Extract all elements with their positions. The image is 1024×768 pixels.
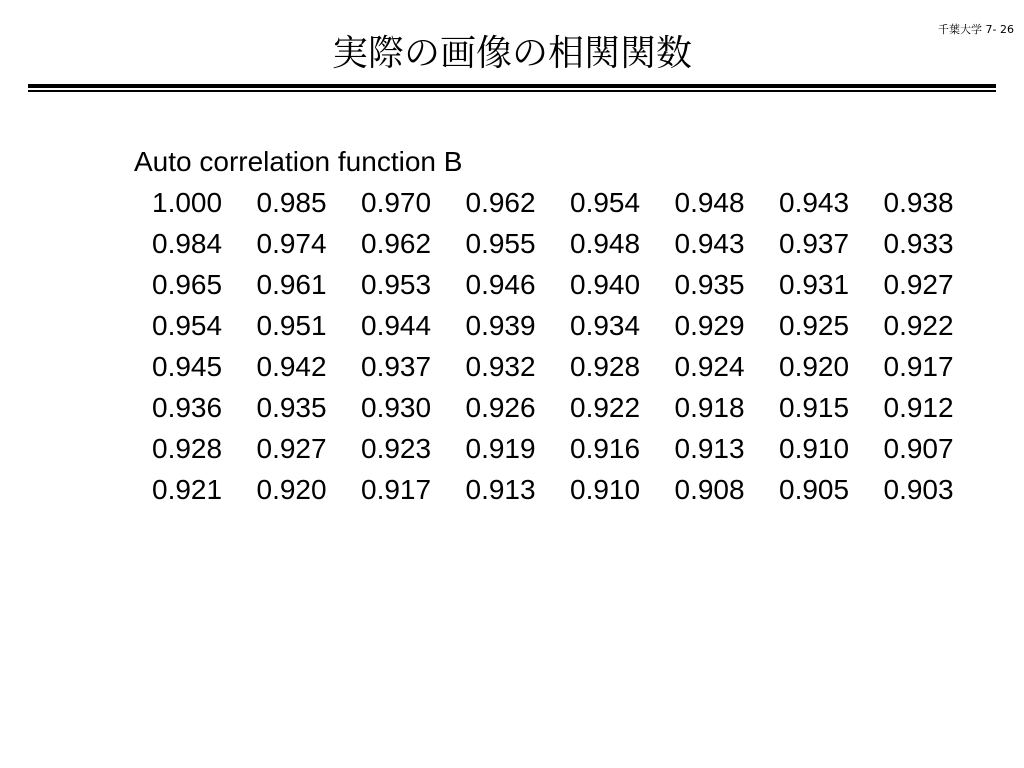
table-cell: 0.926 xyxy=(465,392,536,423)
table-cell: 0.954 xyxy=(570,187,641,218)
table-cell: 0.903 xyxy=(883,474,954,505)
table-cell: 0.943 xyxy=(779,187,850,218)
table-cell: 0.908 xyxy=(674,474,745,505)
table-cell: 0.934 xyxy=(570,310,641,341)
table-row xyxy=(152,264,954,305)
table-cell: 0.951 xyxy=(256,310,327,341)
table-cell: 0.923 xyxy=(361,433,432,464)
table-cell: 0.929 xyxy=(674,310,745,341)
page-title: 実際の画像の相関関数 xyxy=(331,33,692,74)
table-cell: 0.944 xyxy=(361,310,432,341)
table-cell: 0.924 xyxy=(674,351,745,382)
table-row xyxy=(152,223,954,264)
table-cell: 0.927 xyxy=(883,269,954,300)
table-cell: 0.921 xyxy=(152,474,223,505)
table-cell: 0.938 xyxy=(883,187,954,218)
table-cell: 0.930 xyxy=(361,392,432,423)
matrix-body xyxy=(152,182,954,510)
table-cell: 0.932 xyxy=(465,351,536,382)
table-cell: 0.917 xyxy=(883,351,954,382)
table-heading: Auto correlation function B xyxy=(134,146,463,177)
table-cell: 0.925 xyxy=(779,310,850,341)
table-row xyxy=(152,469,954,510)
table-cell: 0.942 xyxy=(256,351,327,382)
table-cell: 0.935 xyxy=(256,392,327,423)
table-row xyxy=(152,305,954,346)
table-cell: 0.905 xyxy=(779,474,850,505)
table-cell: 0.928 xyxy=(152,433,223,464)
table-cell: 0.931 xyxy=(779,269,850,300)
table-cell: 0.918 xyxy=(674,392,745,423)
title-divider-thick xyxy=(28,84,996,88)
table-cell: 0.933 xyxy=(883,228,954,259)
table-cell: 0.974 xyxy=(256,228,327,259)
table-cell: 0.915 xyxy=(779,392,850,423)
table-cell: 0.943 xyxy=(674,228,745,259)
table-cell: 0.919 xyxy=(465,433,536,464)
table-cell: 0.984 xyxy=(152,228,223,259)
table-row xyxy=(152,387,954,428)
table-row xyxy=(152,346,954,387)
table-cell: 0.962 xyxy=(361,228,432,259)
table-row xyxy=(152,182,954,223)
slide-page-label: 千葉大学 7- 26 xyxy=(938,23,1014,36)
table-cell: 0.910 xyxy=(779,433,850,464)
table-cell: 0.965 xyxy=(152,269,223,300)
table-cell: 0.920 xyxy=(779,351,850,382)
table-cell: 0.955 xyxy=(465,228,536,259)
table-cell: 0.970 xyxy=(361,187,432,218)
table-cell: 0.946 xyxy=(465,269,536,300)
autocorrelation-section xyxy=(134,141,954,510)
table-cell: 0.940 xyxy=(570,269,641,300)
table-cell: 0.910 xyxy=(570,474,641,505)
table-cell: 0.953 xyxy=(361,269,432,300)
table-cell: 0.916 xyxy=(570,433,641,464)
table-cell: 0.920 xyxy=(256,474,327,505)
table-cell: 0.939 xyxy=(465,310,536,341)
table-cell: 0.948 xyxy=(570,228,641,259)
table-cell: 0.928 xyxy=(570,351,641,382)
autocorrelation-matrix xyxy=(152,182,954,510)
table-cell: 0.927 xyxy=(256,433,327,464)
table-cell: 0.961 xyxy=(256,269,327,300)
table-row xyxy=(152,428,954,469)
table-cell: 0.937 xyxy=(779,228,850,259)
table-cell: 0.937 xyxy=(361,351,432,382)
table-cell: 0.912 xyxy=(883,392,954,423)
table-cell: 0.948 xyxy=(674,187,745,218)
table-cell: 0.954 xyxy=(152,310,223,341)
table-cell: 0.985 xyxy=(256,187,327,218)
table-cell: 0.935 xyxy=(674,269,745,300)
table-cell: 0.922 xyxy=(570,392,641,423)
table-cell: 0.913 xyxy=(465,474,536,505)
table-cell: 0.962 xyxy=(465,187,536,218)
table-cell: 0.907 xyxy=(883,433,954,464)
table-cell: 0.917 xyxy=(361,474,432,505)
table-cell: 0.945 xyxy=(152,351,223,382)
table-cell: 0.922 xyxy=(883,310,954,341)
table-cell: 1.000 xyxy=(152,187,223,218)
table-cell: 0.936 xyxy=(152,392,223,423)
title-divider-thin xyxy=(28,90,996,92)
table-cell: 0.913 xyxy=(674,433,745,464)
